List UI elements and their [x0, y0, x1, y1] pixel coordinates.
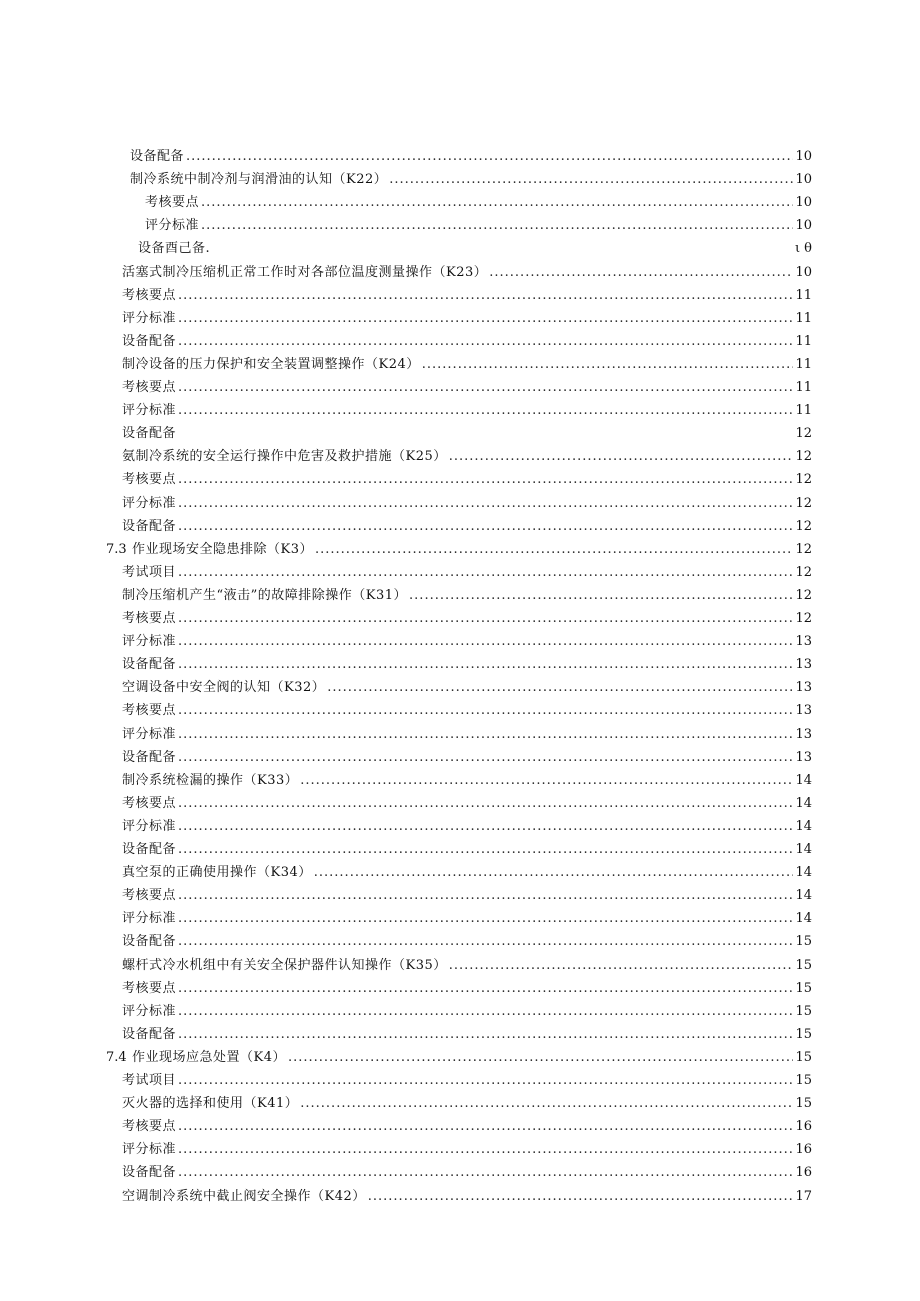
toc-dot-leader: [368, 1186, 794, 1208]
toc-entry-title: 螺杆式冷水机组中有关安全保护器件认知操作（K35）: [122, 957, 447, 973]
toc-entry-title: 考核要点: [122, 380, 177, 395]
toc-entry-title: 设备配备: [122, 1165, 177, 1181]
toc-entry-title: 评分标准: [145, 218, 200, 234]
toc-entry[interactable]: [122, 262, 812, 284]
toc-entry[interactable]: [122, 308, 812, 330]
toc-dot-leader: [201, 192, 793, 214]
toc-page-number: 10: [795, 172, 812, 188]
toc-entry-title: 评分标准: [122, 818, 177, 834]
toc-page-number: 15: [795, 1096, 812, 1112]
toc-entry[interactable]: [122, 331, 812, 353]
toc-entry-title: 制冷系统检漏的操作（K33）: [122, 772, 299, 788]
toc-page-number: 13: [795, 680, 812, 696]
toc-entry-title: 考核要点: [122, 611, 177, 626]
toc-dot-leader: [300, 1093, 793, 1115]
toc-dot-leader: [389, 169, 793, 191]
toc-entry-title: 设备配备: [122, 749, 177, 765]
toc-entry-title: 评分标准: [122, 726, 177, 742]
toc-dot-leader: [315, 539, 793, 561]
toc-entry[interactable]: [122, 608, 812, 630]
toc-entry[interactable]: [122, 1001, 812, 1023]
toc-page-number: 12: [795, 611, 812, 626]
toc-entry-title: 制冷系统中制冷剂与润滑油的认知（K22）: [130, 172, 388, 188]
toc-entry[interactable]: [122, 354, 812, 376]
toc-entry[interactable]: [145, 215, 812, 237]
toc-entry-title: 设备配备: [122, 934, 177, 950]
toc-page-number: 14: [795, 772, 812, 788]
toc-entry-title: 制冷压缩机产生“液击”的故障排除操作（K31）: [122, 587, 408, 603]
toc-page-number: 12: [795, 426, 812, 442]
toc-entry[interactable]: [122, 978, 812, 1000]
toc-entry[interactable]: [138, 238, 812, 260]
toc-page-number: 15: [795, 1003, 812, 1019]
toc-entry[interactable]: [122, 631, 812, 653]
toc-dot-leader: [288, 1047, 793, 1069]
toc-entry-title: 设备配备: [122, 333, 177, 349]
toc-entry[interactable]: [122, 585, 812, 607]
toc-dot-leader: [178, 885, 793, 907]
toc-entry[interactable]: [122, 562, 812, 584]
toc-page-number: 17: [795, 1188, 812, 1204]
toc-dot-leader: [422, 354, 794, 376]
toc-page-number: 11: [795, 310, 812, 326]
toc-page-number: 15: [795, 1026, 812, 1042]
toc-entry[interactable]: [122, 654, 812, 676]
toc-page-number: 15: [795, 980, 812, 996]
toc-entry-title: 评分标准: [122, 310, 177, 326]
toc-entry-title: 评分标准: [122, 911, 177, 927]
toc-entry-title: 考核要点: [122, 287, 177, 303]
toc-page-number: 13: [795, 634, 812, 650]
toc-entry[interactable]: [122, 1186, 812, 1208]
toc-dot-leader: [178, 308, 793, 330]
toc-entry[interactable]: [122, 700, 812, 722]
toc-entry[interactable]: [122, 400, 812, 422]
toc-page-number: 10: [795, 264, 812, 280]
toc-dot-leader: [178, 377, 793, 399]
toc-entry[interactable]: [122, 1070, 812, 1092]
toc-page-number: 15: [795, 957, 812, 973]
toc-entry[interactable]: [122, 955, 812, 977]
toc-page-number: ι θ: [794, 241, 812, 257]
toc-dot-leader: [178, 931, 793, 953]
toc-page-number: 10: [795, 218, 812, 234]
toc-entry[interactable]: [122, 493, 812, 515]
toc-entry-title: 空调制冷系统中截止阀安全操作（K42）: [122, 1188, 366, 1204]
toc-page-number: 11: [795, 403, 812, 419]
toc-entry-title: 考核要点: [122, 888, 177, 904]
toc-entry-title: 评分标准: [122, 1003, 177, 1019]
toc-dot-leader: [178, 469, 793, 491]
toc-entry[interactable]: [122, 770, 812, 792]
toc-page-number: 13: [795, 726, 812, 742]
toc-entry-title: 设备配备: [122, 1026, 177, 1042]
toc-dot-leader: [201, 215, 793, 237]
toc-entry[interactable]: [122, 446, 812, 468]
toc-entry[interactable]: [122, 839, 812, 861]
toc-dot-leader: [178, 1162, 793, 1184]
toc-dot-leader: [449, 955, 794, 977]
toc-entry-number: 7.3: [106, 541, 127, 557]
toc-dot-leader: [409, 585, 793, 607]
toc-page-number: 10: [795, 195, 812, 211]
toc-page-number: 15: [795, 934, 812, 950]
toc-entry-number: 7.4: [106, 1049, 127, 1065]
toc-entry-title: 考核要点: [122, 472, 177, 488]
toc-page-number: 11: [795, 356, 812, 372]
toc-entry-title: 考核要点: [122, 703, 177, 719]
toc-dot-leader: [178, 1116, 793, 1138]
toc-page-number: 12: [795, 449, 812, 465]
toc-entry[interactable]: [122, 423, 812, 445]
toc-entry-title: 设备配备: [122, 518, 177, 534]
toc-entry[interactable]: [122, 516, 812, 538]
toc-dot-leader: [178, 1024, 793, 1046]
toc-entry[interactable]: [122, 285, 812, 307]
toc-entry-title: 评分标准: [122, 634, 177, 650]
toc-page-number: 13: [795, 703, 812, 719]
toc-entry[interactable]: [130, 169, 812, 191]
toc-dot-leader: [178, 700, 793, 722]
toc-dot-leader: [178, 724, 793, 746]
toc-dot-leader: [178, 400, 793, 422]
toc-entry-title: 设备配备: [122, 426, 177, 442]
toc-page-number: 11: [795, 380, 812, 395]
toc-page-number: 12: [795, 564, 812, 580]
toc-dot-leader: [449, 446, 794, 468]
toc-entry[interactable]: [122, 793, 812, 815]
toc-entry-title: 考核要点: [122, 795, 177, 811]
toc-entry[interactable]: [122, 1162, 812, 1184]
toc-page-number: 11: [795, 333, 812, 349]
toc-dot-leader: [178, 1001, 793, 1023]
toc-entry[interactable]: [122, 677, 812, 699]
toc-dot-leader: [178, 493, 793, 515]
toc-page-number: 14: [795, 795, 812, 811]
toc-dot-leader: [327, 677, 793, 699]
toc-page-number: 16: [795, 1142, 812, 1158]
toc-entry-title: 设备配备: [122, 657, 177, 673]
toc-entry[interactable]: [122, 469, 812, 491]
toc-entry[interactable]: [122, 931, 812, 953]
toc-entry[interactable]: [122, 1093, 812, 1115]
toc-entry-title: 评分标准: [122, 495, 177, 511]
toc-dot-leader: [178, 608, 793, 630]
toc-page-number: 14: [795, 818, 812, 834]
toc-page-number: 12: [795, 541, 812, 557]
toc-entry-title: 考试项目: [122, 1073, 177, 1088]
toc-dot-leader: [178, 1139, 793, 1161]
toc-dot-leader: [314, 862, 794, 884]
toc-entry-title: 考核要点: [122, 980, 177, 996]
toc-dot-leader: [178, 331, 793, 353]
toc-page-number: 11: [795, 287, 812, 303]
toc-page-number: 14: [795, 888, 812, 904]
toc-dot-leader: [178, 654, 793, 676]
toc-entry-title: 活塞式制冷压缩机正常工作时对各部位温度测量操作（K23）: [122, 264, 488, 280]
toc-entry-title: 设备酉己备.: [138, 241, 211, 257]
toc-entry[interactable]: [122, 908, 812, 930]
toc-page-number: 12: [795, 472, 812, 488]
toc-entry[interactable]: [122, 885, 812, 907]
toc-entry-title: 真空泵的正确使用操作（K34）: [122, 865, 312, 881]
toc-entry-title: 作业现场应急处置（K4）: [132, 1049, 286, 1065]
toc-dot-leader: [178, 516, 793, 538]
toc-entry[interactable]: [106, 1047, 812, 1069]
toc-dot-leader: [178, 285, 793, 307]
toc-dot-leader: [178, 1070, 793, 1092]
toc-page-number: 15: [795, 1073, 812, 1088]
toc-page-number: 14: [795, 911, 812, 927]
toc-entry[interactable]: [106, 539, 812, 561]
toc-entry[interactable]: [122, 377, 812, 399]
toc-dot-leader: [186, 146, 793, 168]
toc-entry-title: 考试项目: [122, 564, 177, 580]
toc-dot-leader: [300, 770, 793, 792]
toc-page-number: 12: [795, 495, 812, 511]
toc-page-number: 13: [795, 749, 812, 765]
toc-dot-leader: [178, 816, 793, 838]
toc-dot-leader: [178, 793, 793, 815]
toc-entry-title: 空调设备中安全阀的认知（K32）: [122, 680, 326, 696]
toc-page-number: 10: [795, 149, 812, 164]
toc-entry-title: 考核要点: [145, 195, 200, 211]
toc-entry[interactable]: [122, 816, 812, 838]
toc-page-number: 12: [795, 518, 812, 534]
toc-entry-title: 评分标准: [122, 1142, 177, 1158]
toc-entry-title: 设备配备: [130, 149, 185, 164]
toc-entry[interactable]: [122, 724, 812, 746]
toc-entry-title: 制冷设备的压力保护和安全装置调整操作（K24）: [122, 356, 420, 372]
toc-dot-leader: [178, 839, 793, 861]
toc-page-number: 14: [795, 842, 812, 857]
toc-page-number: 13: [795, 657, 812, 673]
toc-entry-title: 氨制冷系统的安全运行操作中危害及救护措施（K25）: [122, 449, 447, 465]
toc-dot-leader: [489, 262, 793, 284]
toc-entry[interactable]: [145, 192, 812, 214]
toc-entry-title: 评分标准: [122, 403, 177, 419]
toc-entry-title: 灭火器的选择和使用（K41）: [122, 1096, 299, 1112]
toc-entry[interactable]: [122, 747, 812, 769]
toc-page-number: 14: [795, 865, 812, 881]
toc-page-number: 16: [795, 1119, 812, 1135]
toc-dot-leader: [178, 562, 793, 584]
toc-entry[interactable]: [122, 1139, 812, 1161]
toc-dot-leader: [178, 747, 793, 769]
toc-entry-title: 作业现场安全隐患排除（K3）: [132, 541, 313, 557]
toc-entry[interactable]: [122, 1116, 812, 1138]
toc-entry[interactable]: [122, 862, 812, 884]
toc-page-number: 16: [795, 1165, 812, 1181]
toc-entry[interactable]: [122, 1024, 812, 1046]
toc-page-number: 12: [795, 587, 812, 603]
toc-page-number: 15: [795, 1049, 812, 1065]
toc-entry-title: 设备配备: [122, 842, 177, 857]
toc-entry-title: 考核要点: [122, 1119, 177, 1135]
toc-dot-leader: [178, 631, 793, 653]
toc-dot-leader: [178, 908, 793, 930]
toc-dot-leader: [178, 978, 793, 1000]
toc-entry[interactable]: [130, 146, 812, 168]
